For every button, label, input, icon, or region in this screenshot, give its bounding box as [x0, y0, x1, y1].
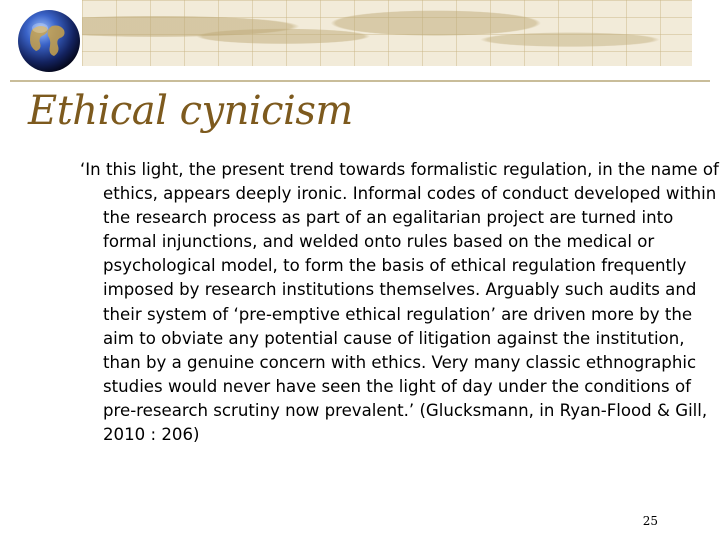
slide-title: Ethical cynicism [28, 88, 353, 134]
page-number: 25 [642, 514, 658, 528]
quote-text: ‘In this light, the present trend towards formalistic regulation, in the name of ethics, appears deeply ironic. Informal codes of conduct developed within the research process as part of an egalitarian project are turned into formal injunctions, and welded onto rules based on the medical or psychological model, to form the basis of ethical regulation frequently imposed by research institutions themselves. Arguably such audits and their system of ‘pre-emptive ethical regulation’ are driven more by the aim to obviate any potential cause of litigation against the institution, than by a genuine concern with ethics. Very many classic ethnographic studies would never have seen the light of day under the conditions of pre-research scrutiny now prevalent.’ (Glucksmann, in Ryan-Flood & Gill, 2010 : 206) [80, 160, 719, 445]
title-divider [10, 80, 710, 82]
globe-icon [16, 8, 82, 74]
world-map-banner [82, 0, 692, 66]
